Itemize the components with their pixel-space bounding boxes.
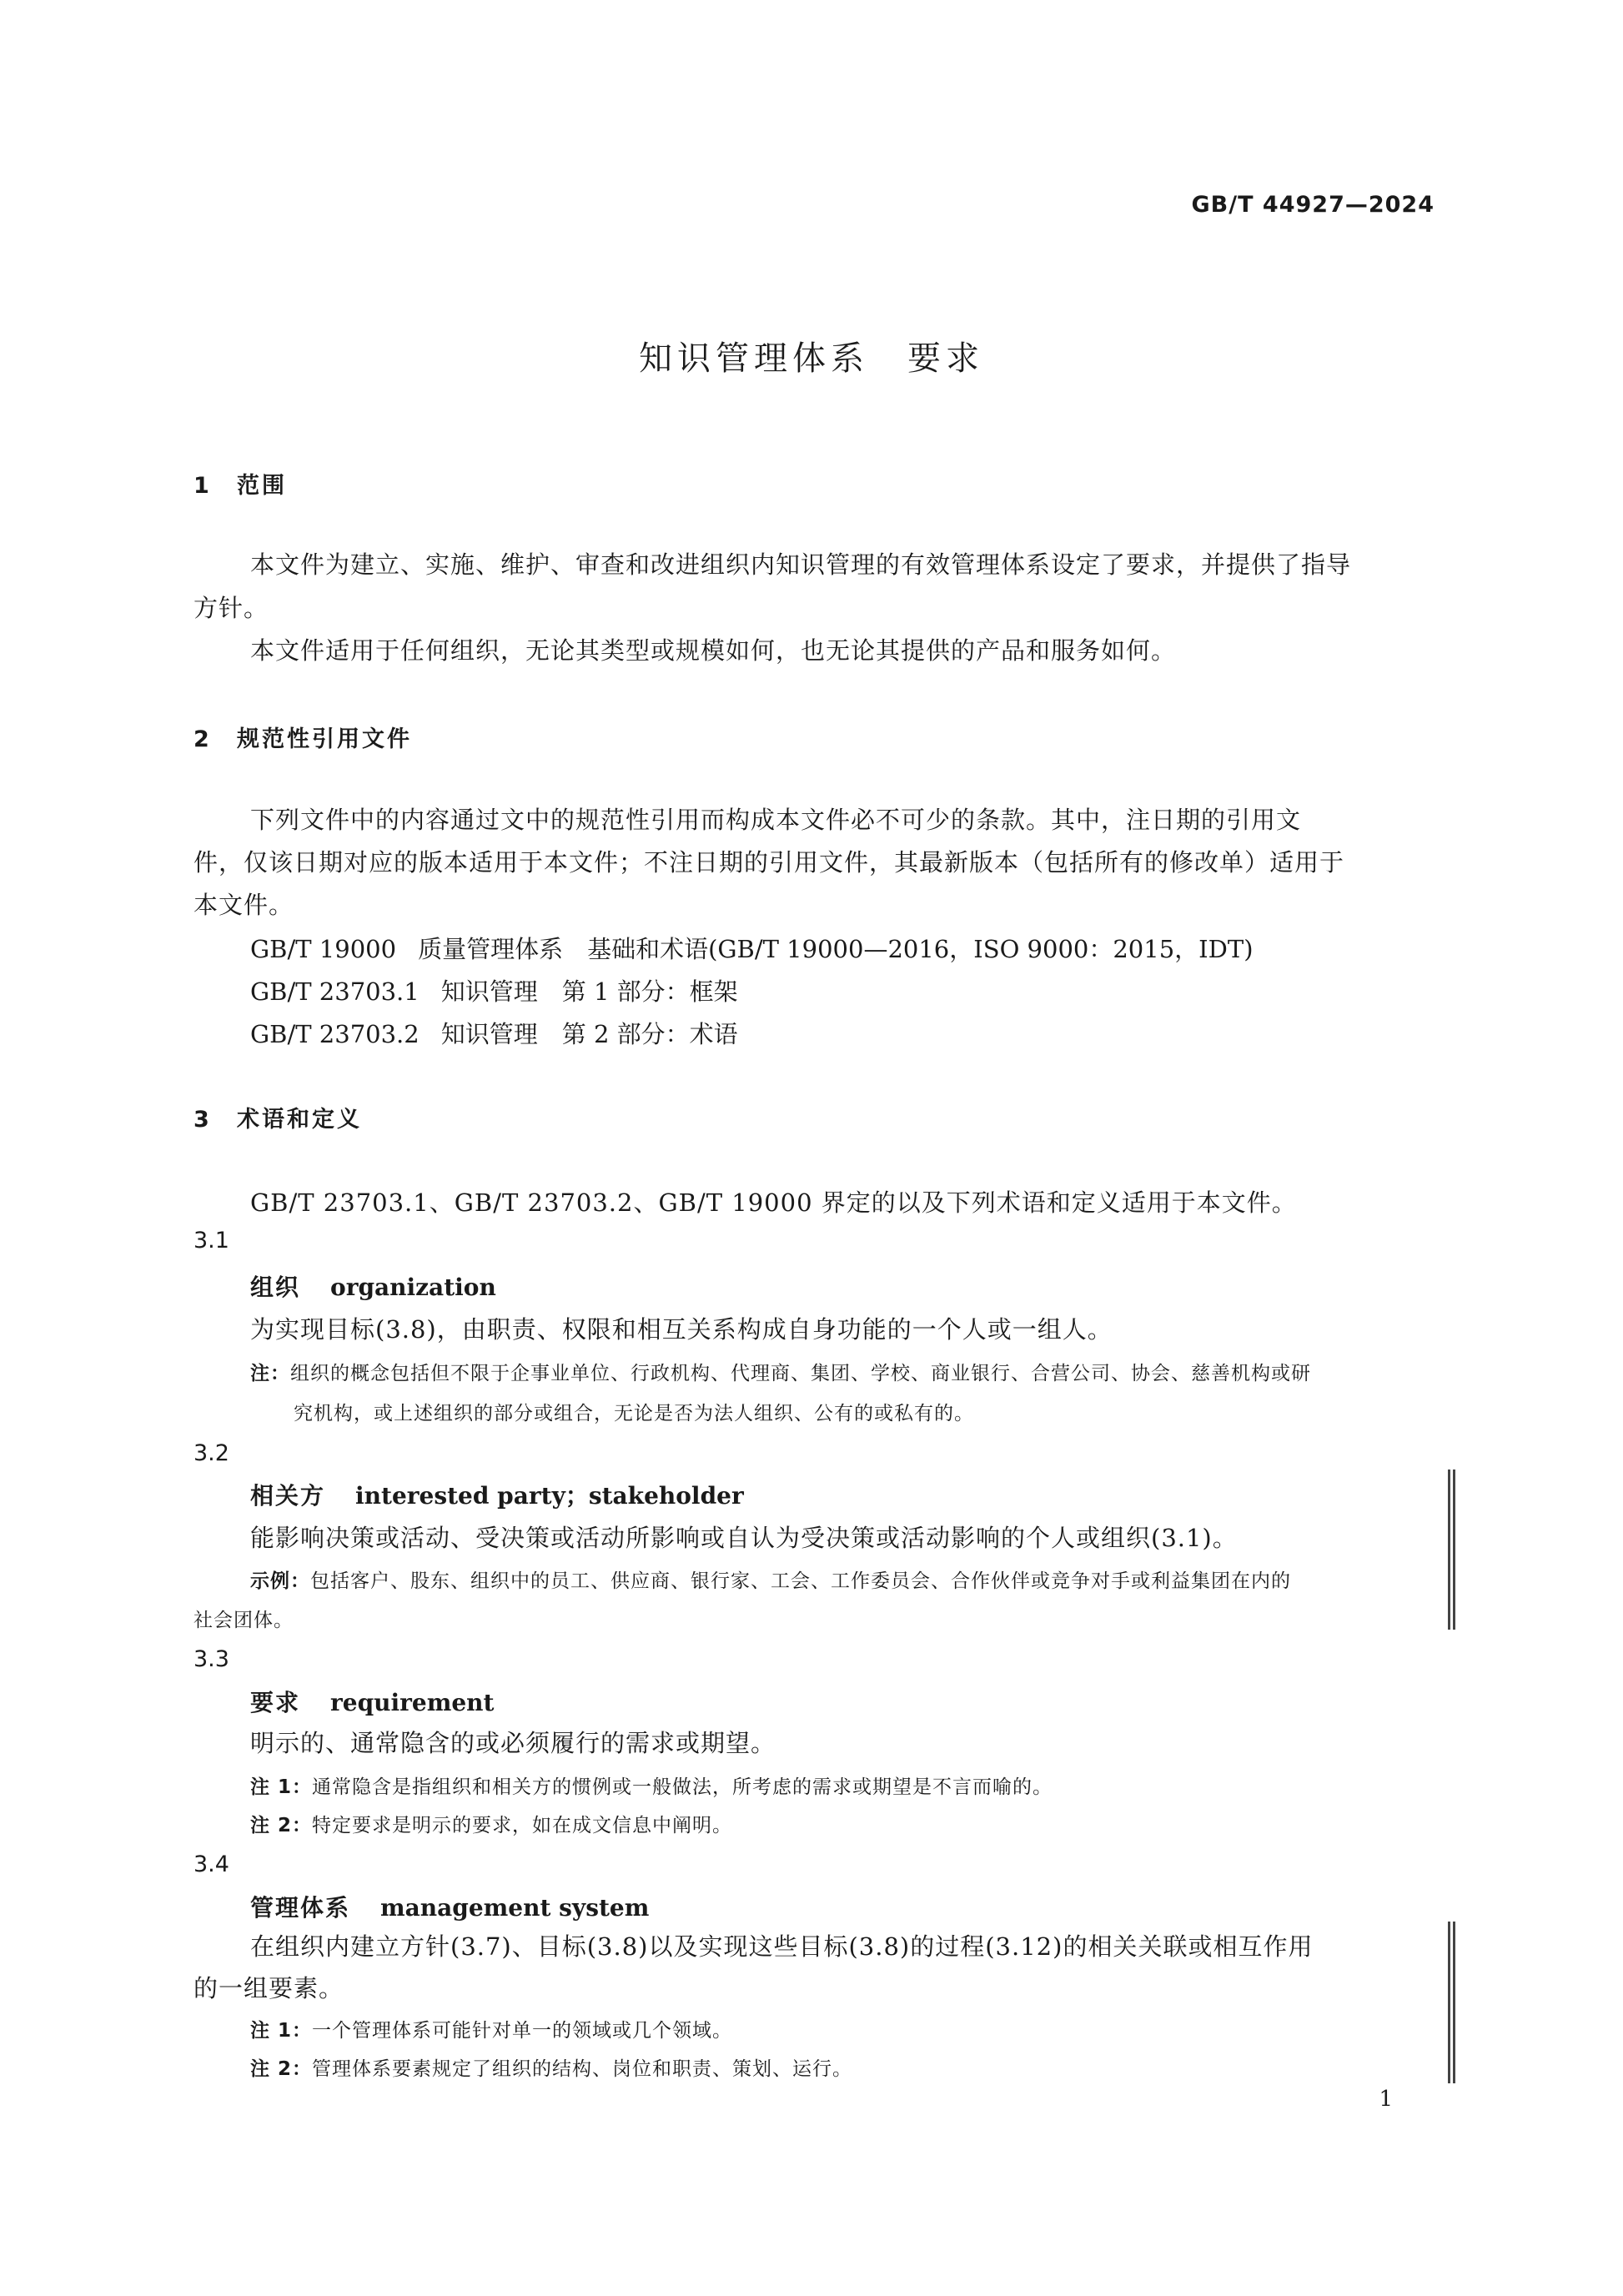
- note-text: 特定要求是明示的要求，如在成文信息中阐明。: [312, 1815, 733, 1836]
- term-note: [250, 2053, 852, 2081]
- term-heading: [250, 1478, 744, 1511]
- term-heading: [250, 1890, 649, 1923]
- term-definition: 为实现目标(3.8)，由职责、权限和相互关系构成自身功能的一个人或一组人。: [250, 1315, 1113, 1344]
- section-3-title: 术语和定义: [237, 1107, 362, 1133]
- note-text: 管理体系要素规定了组织的结构、岗位和职责、策划、运行。: [312, 2058, 853, 2080]
- note-text: 一个管理体系可能针对单一的领域或几个领域。: [312, 2020, 733, 2042]
- term-example-line2: 社会团体。: [193, 1610, 294, 1631]
- section-1-para2: 本文件适用于任何组织，无论其类型或规模如何，也无论其提供的产品和服务如何。: [250, 636, 1177, 665]
- section-2-para-line3: 本文件。: [193, 891, 294, 919]
- term-example: [250, 1565, 1291, 1593]
- reference-item: [250, 973, 738, 1007]
- reference-code: GB/T 23703.1: [250, 977, 420, 1006]
- term-note-line2: 究机构，或上述组织的部分或组合，无论是否为法人组织、公有的或私有的。: [294, 1403, 974, 1424]
- note-text: 通常隐含是指组织和相关方的惯例或一般做法，所考虑的需求或期望是不言而喻的。: [312, 1776, 1053, 1798]
- section-2-title: 规范性引用文件: [237, 726, 412, 752]
- term-note: [250, 1358, 1311, 1385]
- term-note: [250, 1771, 1053, 1799]
- term-definition: 能影响决策或活动、受决策或活动所影响或自认为受决策或活动影响的个人或组织(3.1)。: [250, 1524, 1238, 1552]
- reference-item: [250, 1016, 738, 1050]
- section-3-heading: [193, 1101, 362, 1133]
- term-number: 3.2: [193, 1440, 229, 1466]
- reference-code: GB/T 19000: [250, 935, 397, 963]
- document-title: 知识管理体系 要求: [639, 339, 984, 378]
- change-bar: [1448, 1922, 1450, 2083]
- section-1-title: 范围: [237, 473, 287, 499]
- section-3-intro: GB/T 23703.1、GB/T 23703.2、GB/T 19000 界定的以及下列术语和定义适用于本文件。: [250, 1188, 1297, 1217]
- section-2-number: 2: [193, 726, 209, 752]
- term-zh: 组织: [250, 1274, 301, 1301]
- term-heading: [250, 1269, 496, 1303]
- reference-title: 知识管理 第 2 部分：术语: [440, 1020, 738, 1048]
- section-2-para-line2: 件，仅该日期对应的版本适用于本文件；不注日期的引用文件，其最新版本（包括所有的修改单）适用于: [193, 848, 1345, 877]
- reference-code: GB/T 23703.2: [250, 1020, 420, 1048]
- note-label: 注 2：: [250, 2058, 313, 2080]
- term-note: [250, 1810, 732, 1837]
- reference-title: 质量管理体系 基础和术语(GB/T 19000—2016，ISO 9000：2015，IDT): [418, 935, 1254, 963]
- note-label: 注 1：: [250, 2020, 313, 2042]
- section-1-para1-line1: 本文件为建立、实施、维护、审查和改进组织内知识管理的有效管理体系设定了要求，并提供了指导: [250, 550, 1352, 579]
- note-label: 注：: [250, 1363, 290, 1384]
- term-number: 3.3: [193, 1646, 229, 1672]
- reference-title: 知识管理 第 1 部分：框架: [440, 977, 738, 1006]
- term-zh: 相关方: [250, 1482, 326, 1510]
- note-label: 注 1：: [250, 1776, 313, 1798]
- section-3-number: 3: [193, 1107, 209, 1133]
- term-en: requirement: [330, 1689, 495, 1716]
- term-en: interested party；stakeholder: [355, 1482, 744, 1510]
- example-label: 示例：: [250, 1570, 310, 1592]
- term-definition-line2: 的一组要素。: [193, 1974, 344, 2002]
- section-2-heading: [193, 721, 412, 753]
- term-number: 3.4: [193, 1851, 229, 1877]
- section-1-heading: [193, 467, 287, 500]
- section-2-para-line1: 下列文件中的内容通过文中的规范性引用而构成本文件必不可少的条款。其中，注日期的引用文: [250, 806, 1302, 834]
- change-bar: [1453, 1922, 1455, 2083]
- page-number: 1: [1379, 2087, 1393, 2112]
- term-en: management system: [380, 1894, 650, 1922]
- term-definition-line1: 在组织内建立方针(3.7)、目标(3.8)以及实现这些目标(3.8)的过程(3.12)的相关关联或相互作用: [250, 1932, 1314, 1961]
- change-bar: [1453, 1470, 1455, 1630]
- standard-code: GB/T 44927—2024: [1191, 192, 1435, 218]
- term-note: [250, 2015, 732, 2042]
- section-1-para1-line2: 方针。: [193, 594, 269, 622]
- change-bar: [1448, 1470, 1450, 1630]
- section-1-number: 1: [193, 473, 209, 499]
- note-label: 注 2：: [250, 1815, 313, 1836]
- note-text: 组织的概念包括但不限于企事业单位、行政机构、代理商、集团、学校、商业银行、合营公司、协会、慈善机构或研: [290, 1363, 1311, 1384]
- example-text: 包括客户、股东、组织中的员工、供应商、银行家、工会、工作委员会、合作伙伴或竞争对手或利益集团在内的: [310, 1570, 1291, 1592]
- term-zh: 要求: [250, 1689, 301, 1716]
- reference-item: [250, 931, 1254, 965]
- term-en: organization: [330, 1274, 496, 1301]
- term-heading: [250, 1685, 494, 1718]
- term-definition: 明示的、通常隐含的或必须履行的需求或期望。: [250, 1729, 776, 1757]
- term-zh: 管理体系: [250, 1894, 351, 1922]
- term-number: 3.1: [193, 1228, 229, 1254]
